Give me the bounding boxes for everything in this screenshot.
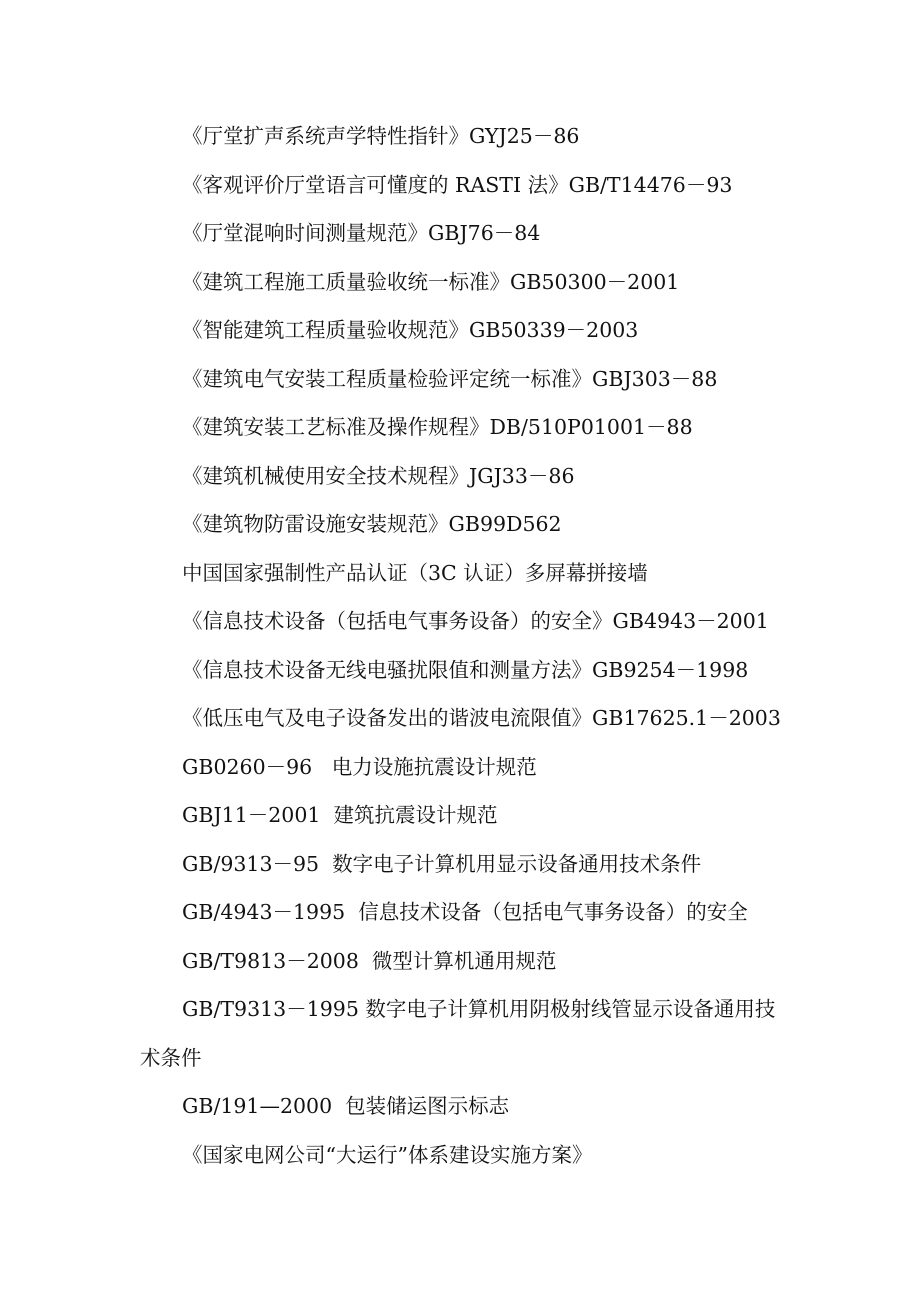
standard-line: GBJ11－2001 建筑抗震设计规范 — [182, 803, 498, 827]
standard-line: 《客观评价厅堂语言可懂度的 RASTI 法》GB/T14476－93 — [182, 172, 733, 197]
standard-line: 《信息技术设备无线电骚扰限值和测量方法》GB9254－1998 — [182, 657, 749, 682]
standard-line: GB/9313－95 数字电子计算机用显示设备通用技术条件 — [182, 851, 702, 876]
standard-line: 《厅堂扩声系统声学特性指针》GYJ25－86 — [182, 124, 580, 148]
standard-line: GB/191—2000 包装储运图示标志 — [182, 1094, 510, 1118]
standard-line: GB/T9313－1995 数字电子计算机用阴极射线管显示设备通用技 — [182, 997, 776, 1021]
standard-line: 《低压电气及电子设备发出的谐波电流限值》GB17625.1－2003 — [182, 706, 781, 730]
standard-line: GB0260－96 电力设施抗震设计规范 — [182, 754, 537, 779]
standards-list — [140, 112, 790, 1179]
standard-line: 《建筑物防雷设施安装规范》GB99D562 — [182, 512, 562, 536]
standard-line-continuation: 术条件 — [140, 1045, 202, 1070]
standard-line: 《智能建筑工程质量验收规范》GB50339－2003 — [182, 318, 639, 342]
standard-line: 《信息技术设备（包括电气事务设备）的安全》GB4943－2001 — [182, 609, 769, 633]
standard-line: GB/T9813－2008 微型计算机通用规范 — [182, 948, 557, 973]
standard-line: 《建筑机械使用安全技术规程》JGJ33－86 — [182, 463, 575, 488]
standard-line: 《建筑电气安装工程质量检验评定统一标准》GBJ303－88 — [182, 366, 718, 391]
standard-line: 《建筑安装工艺标准及操作规程》DB/510P01001－88 — [182, 415, 693, 439]
standard-line: GB/4943－1995 信息技术设备（包括电气事务设备）的安全 — [182, 900, 748, 924]
standard-line: 《国家电网公司“大运行”体系建设实施方案》 — [182, 1142, 593, 1167]
standard-line: 中国国家强制性产品认证（3C 认证）多屏幕拼接墙 — [182, 560, 648, 585]
standard-line: 《建筑工程施工质量验收统一标准》GB50300－2001 — [182, 269, 680, 294]
standard-line: 《厅堂混响时间测量规范》GBJ76－84 — [182, 221, 541, 245]
